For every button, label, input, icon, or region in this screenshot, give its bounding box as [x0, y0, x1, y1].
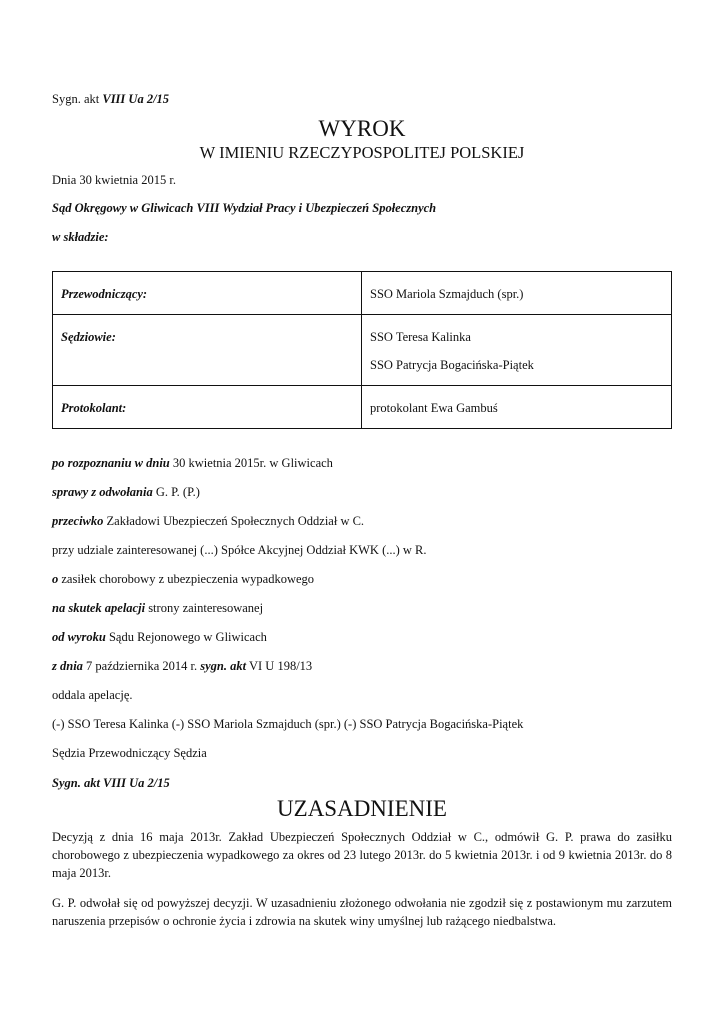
- proceeding-text: 30 kwietnia 2015r. w Gliwicach: [169, 456, 333, 470]
- bench-role: Przewodniczący:: [61, 287, 148, 301]
- lower-court-judgment-line: [52, 658, 312, 675]
- proceeding-label: sprawy z odwołania: [52, 485, 153, 499]
- signatures: (-) SSO Teresa Kalinka (-) SSO Mariola Szmajduch (spr.) (-) SSO Patrycja Bogacińska-Piątek: [52, 717, 524, 731]
- proceeding-text: VI U 198/13: [246, 659, 313, 673]
- bench-name: SSO Patrycja Bogacińska-Piątek: [370, 358, 534, 372]
- proceeding-line: [52, 629, 267, 646]
- proceeding-line: [52, 513, 364, 530]
- bench-row-chair: [53, 272, 672, 315]
- bench-name: SSO Mariola Szmajduch (spr.): [370, 287, 524, 301]
- bench-row-clerk: [53, 386, 672, 429]
- court-name: Sąd Okręgowy w Gliwicach VIII Wydział Pracy i Ubezpieczeń Społecznych: [52, 201, 437, 215]
- proceeding-text: przy udziale zainteresowanej (...) Spółce Akcyjnej Oddział KWK (...) w R.: [52, 543, 427, 557]
- bench-role-cell: [53, 315, 362, 386]
- bench-role-cell: [53, 272, 362, 315]
- signature-roles: Sędzia Przewodniczący Sędzia: [52, 746, 207, 760]
- bench-name: SSO Teresa Kalinka: [370, 330, 471, 344]
- proceeding-text: G. P. (P.): [152, 485, 200, 499]
- proceeding-text: strony zainteresowanej: [145, 601, 264, 615]
- bench-name: protokolant Ewa Gambuś: [370, 401, 498, 415]
- proceeding-line: [52, 600, 263, 617]
- proceeding-text: Zakładowi Ubezpieczeń Społecznych Oddział w C.: [103, 514, 365, 528]
- bench-row-judges: [53, 315, 672, 386]
- proceeding-label: sygn. akt: [200, 659, 247, 673]
- proceeding-line: [52, 455, 333, 472]
- judgment-date: Dnia 30 kwietnia 2015 r.: [52, 173, 176, 187]
- proceeding-line: [52, 571, 314, 588]
- bench-names-cell: [362, 315, 672, 386]
- proceeding-label: na skutek apelacji: [52, 601, 146, 615]
- case-signature-2: Sygn. akt VIII Ua 2/15: [52, 776, 170, 790]
- bench-role: Protokolant:: [61, 401, 127, 415]
- proceeding-label: po rozpoznaniu w dniu: [52, 456, 170, 470]
- proceeding-line: [52, 542, 427, 559]
- document-title: WYROK: [318, 116, 406, 141]
- composition-label: w składzie:: [52, 230, 109, 244]
- case-signature-prefix: Sygn. akt: [52, 92, 100, 106]
- proceeding-text: zasiłek chorobowy z ubezpieczenia wypadkowego: [58, 572, 315, 586]
- proceeding-text: Sądu Rejonowego w Gliwicach: [105, 630, 267, 644]
- proceeding-label: o: [52, 572, 59, 586]
- proceeding-label: od wyroku: [52, 630, 106, 644]
- reasons-paragraph: Decyzją z dnia 16 maja 2013r. Zakład Ubezpieczeń Społecznych Oddział w C., odmówił G. P. prawa do zasiłku chorobowego z ubezpieczenia wypadkowego za okres od 23 lutego 2013r. do 5 kwietnia 2013r. i od 9 kwietnia 2013r. do 8 maja 2013r.: [52, 830, 672, 880]
- proceeding-label: przeciwko: [52, 514, 104, 528]
- bench-role: Sędziowie:: [61, 330, 116, 344]
- document-subtitle: W IMIENIU RZECZYPOSPOLITEJ POLSKIEJ: [199, 143, 525, 162]
- reasons-paragraph: G. P. odwołał się od powyższej decyzji. W uzasadnieniu złożonego odwołania nie zgodził się z postawionym mu zarzutem naruszenia przepisów o ochronie życia i zdrowia na skutek winy umyślnej lub rażącego niedbalstwa.: [52, 896, 672, 928]
- verdict: oddala apelację.: [52, 688, 133, 702]
- bench-names-cell: [362, 272, 672, 315]
- proceeding-line: [52, 484, 200, 501]
- case-signature: [52, 91, 169, 108]
- bench-role-cell: [53, 386, 362, 429]
- case-signature-value: VIII Ua 2/15: [102, 92, 170, 106]
- proceeding-label: z dnia: [52, 659, 83, 673]
- bench-names-cell: [362, 386, 672, 429]
- reasons-title: UZASADNIENIE: [277, 796, 447, 821]
- proceeding-text: 7 października 2014 r.: [82, 659, 201, 673]
- bench-table: [52, 271, 672, 429]
